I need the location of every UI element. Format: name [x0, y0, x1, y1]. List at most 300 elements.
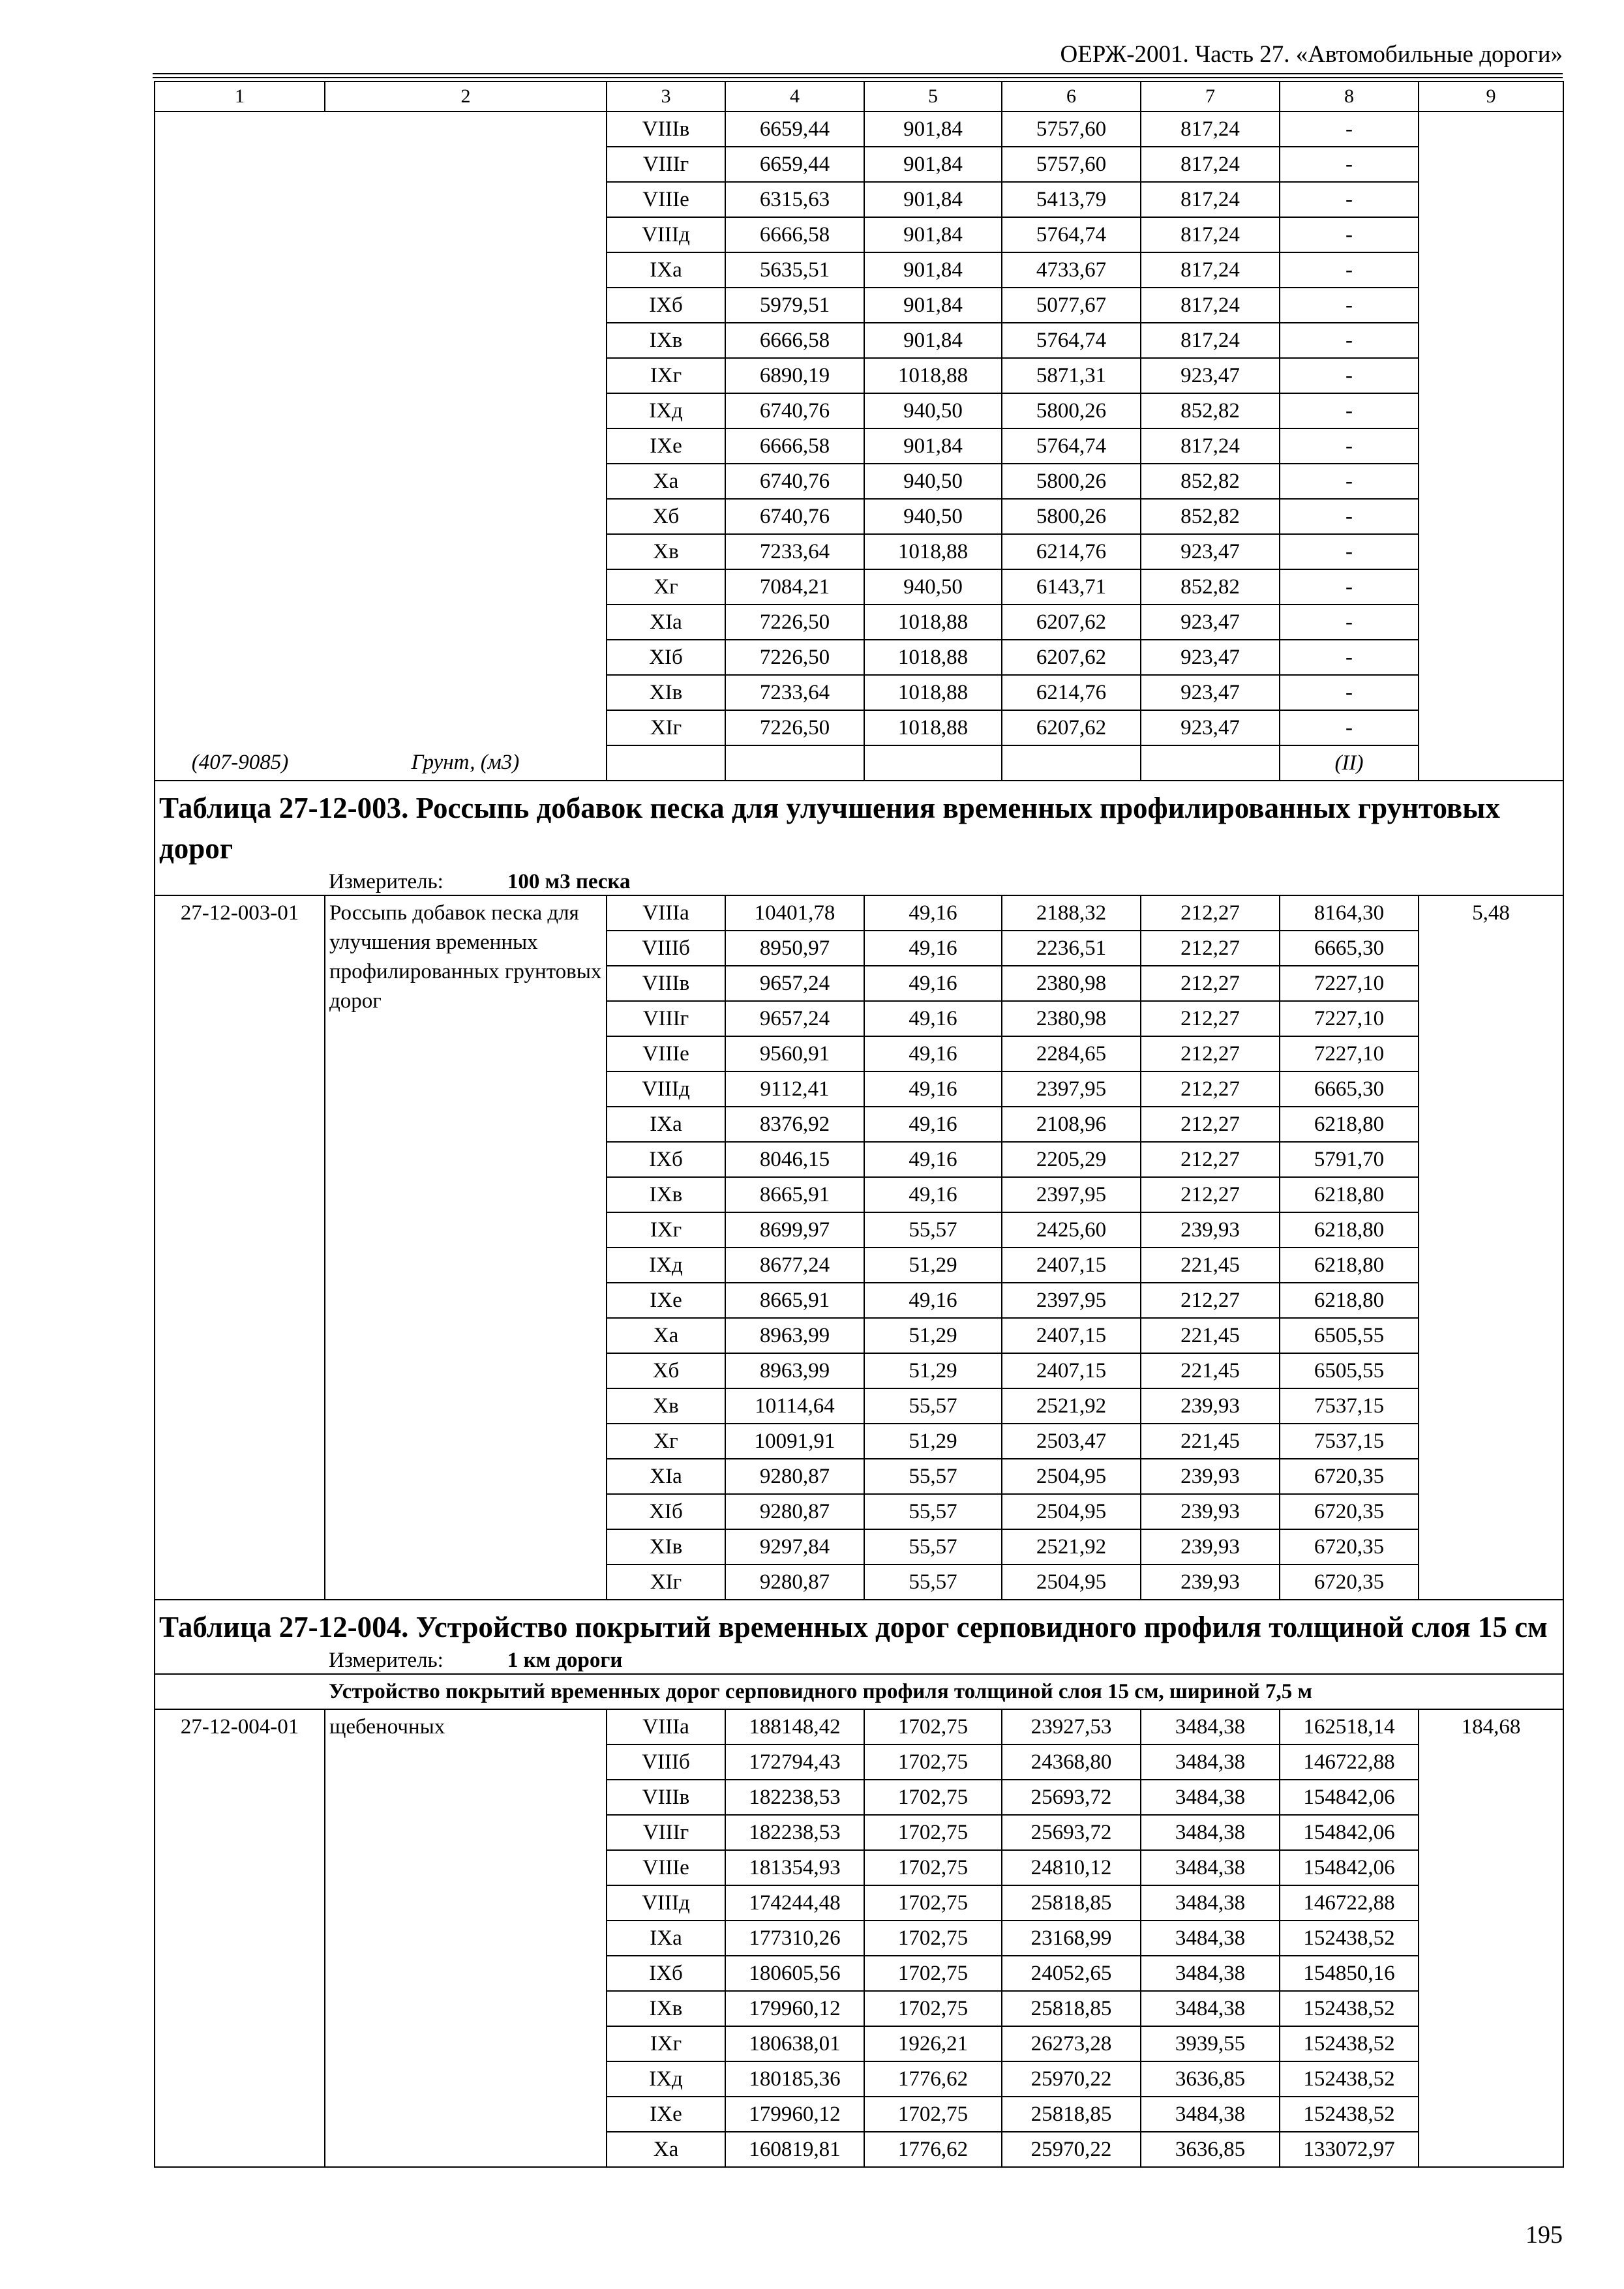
value-cell: 852,82 — [1141, 499, 1280, 534]
value-cell: 923,47 — [1141, 605, 1280, 640]
value-cell: 901,84 — [864, 323, 1002, 358]
value-cell: VIIIа — [607, 895, 725, 931]
value-cell: 901,84 — [864, 112, 1002, 147]
value-cell: XIв — [607, 675, 725, 710]
value-cell: 6218,80 — [1280, 1107, 1419, 1142]
table-row — [155, 112, 1563, 147]
value-cell: 221,45 — [1141, 1353, 1280, 1388]
value-cell: IXа — [607, 252, 725, 288]
value-cell: XIв — [607, 1529, 725, 1564]
value-cell: XIб — [607, 1494, 725, 1529]
value-cell: IXе — [607, 428, 725, 464]
value-cell: 23927,53 — [1002, 1709, 1141, 1744]
footnote-cell: (II) — [1280, 745, 1419, 781]
value-cell — [864, 745, 1002, 781]
value-cell: 152438,52 — [1280, 2026, 1419, 2061]
column-number: 7 — [1141, 82, 1280, 112]
measure-cell — [155, 1647, 1563, 1674]
description-cell: Грунт, (м3) — [325, 745, 607, 781]
value-cell: 6665,30 — [1280, 1071, 1419, 1107]
value-cell: 212,27 — [1141, 931, 1280, 966]
value-cell: 852,82 — [1141, 569, 1280, 605]
value-cell: 3484,38 — [1141, 1991, 1280, 2026]
col9-cell — [1419, 112, 1563, 781]
value-cell: IXд — [607, 2061, 725, 2097]
value-cell: 1702,75 — [864, 1885, 1002, 1921]
value-cell: 49,16 — [864, 1177, 1002, 1212]
value-cell: 51,29 — [864, 1318, 1002, 1353]
col9-cell: 5,48 — [1419, 895, 1563, 1600]
value-cell: - — [1280, 252, 1419, 288]
value-cell: 179960,12 — [725, 2097, 864, 2132]
value-cell: 8665,91 — [725, 1177, 864, 1212]
value-cell: IXб — [607, 1956, 725, 1991]
value-cell: 940,50 — [864, 569, 1002, 605]
col9-cell: 184,68 — [1419, 1709, 1563, 2167]
value-cell: 1702,75 — [864, 1991, 1002, 2026]
value-cell: 3636,85 — [1141, 2132, 1280, 2167]
value-cell: IXв — [607, 323, 725, 358]
value-cell: 212,27 — [1141, 1071, 1280, 1107]
description-cell: щебеночных — [325, 1709, 607, 2167]
value-cell — [725, 745, 864, 781]
value-cell: 154842,06 — [1280, 1850, 1419, 1885]
value-cell: 9560,91 — [725, 1036, 864, 1071]
value-cell: 817,24 — [1141, 428, 1280, 464]
value-cell: 1702,75 — [864, 1956, 1002, 1991]
value-cell: 212,27 — [1141, 1036, 1280, 1071]
value-cell: 154850,16 — [1280, 1956, 1419, 1991]
value-cell: - — [1280, 393, 1419, 428]
value-cell: 8950,97 — [725, 931, 864, 966]
value-cell: 817,24 — [1141, 112, 1280, 147]
value-cell: 6218,80 — [1280, 1283, 1419, 1318]
value-cell: 180638,01 — [725, 2026, 864, 2061]
value-cell: 8699,97 — [725, 1212, 864, 1248]
column-number: 9 — [1419, 82, 1563, 112]
value-cell: IXа — [607, 1921, 725, 1956]
value-cell: 1702,75 — [864, 1709, 1002, 1744]
value-cell: VIIIа — [607, 1709, 725, 1744]
table-title-row — [155, 781, 1563, 869]
value-cell: 188148,42 — [725, 1709, 864, 1744]
value-cell: 182238,53 — [725, 1815, 864, 1850]
value-cell: 9657,24 — [725, 1001, 864, 1036]
value-cell: VIIIб — [607, 1744, 725, 1780]
value-cell: 212,27 — [1141, 1107, 1280, 1142]
value-cell: 817,24 — [1141, 252, 1280, 288]
value-cell: 6659,44 — [725, 147, 864, 182]
value-cell: 10091,91 — [725, 1424, 864, 1459]
value-cell: 239,93 — [1141, 1388, 1280, 1424]
value-cell: 55,57 — [864, 1388, 1002, 1424]
value-cell: 901,84 — [864, 428, 1002, 464]
value-cell: 9297,84 — [725, 1529, 864, 1564]
value-cell: IXг — [607, 2026, 725, 2061]
table-row — [155, 1709, 1563, 1744]
page-number: 195 — [1526, 2221, 1563, 2249]
value-cell: - — [1280, 534, 1419, 569]
value-cell: 2284,65 — [1002, 1036, 1141, 1071]
value-cell: 2397,95 — [1002, 1177, 1141, 1212]
value-cell: IXд — [607, 1248, 725, 1283]
value-cell: - — [1280, 675, 1419, 710]
value-cell: Xг — [607, 569, 725, 605]
value-cell: 6659,44 — [725, 112, 864, 147]
value-cell: Xб — [607, 499, 725, 534]
value-cell: IXг — [607, 1212, 725, 1248]
value-cell: Xа — [607, 2132, 725, 2167]
value-cell: VIIIд — [607, 1071, 725, 1107]
value-cell: 6890,19 — [725, 358, 864, 393]
value-cell: 6207,62 — [1002, 640, 1141, 675]
value-cell: Xб — [607, 1353, 725, 1388]
value-cell: VIIIд — [607, 217, 725, 252]
value-cell: 9280,87 — [725, 1564, 864, 1600]
value-cell: 7084,21 — [725, 569, 864, 605]
value-cell: 49,16 — [864, 1071, 1002, 1107]
value-cell: 239,93 — [1141, 1564, 1280, 1600]
value-cell: 1018,88 — [864, 710, 1002, 745]
value-cell: 3484,38 — [1141, 1744, 1280, 1780]
value-cell: 940,50 — [864, 499, 1002, 534]
value-cell: 2205,29 — [1002, 1142, 1141, 1177]
value-cell: IXе — [607, 2097, 725, 2132]
value-cell: 162518,14 — [1280, 1709, 1419, 1744]
value-cell: 9657,24 — [725, 966, 864, 1001]
value-cell: 8665,91 — [725, 1283, 864, 1318]
value-cell: 6720,35 — [1280, 1529, 1419, 1564]
value-cell: 6218,80 — [1280, 1248, 1419, 1283]
value-cell: 817,24 — [1141, 182, 1280, 217]
rates-table — [154, 81, 1564, 2168]
value-cell: - — [1280, 288, 1419, 323]
value-cell: 5764,74 — [1002, 217, 1141, 252]
value-cell: 901,84 — [864, 217, 1002, 252]
value-cell: 7226,50 — [725, 710, 864, 745]
value-cell: 221,45 — [1141, 1248, 1280, 1283]
value-cell: 8677,24 — [725, 1248, 864, 1283]
value-cell: 25693,72 — [1002, 1815, 1141, 1850]
value-cell: 3484,38 — [1141, 2097, 1280, 2132]
value-cell: 24810,12 — [1002, 1850, 1141, 1885]
value-cell: 133072,97 — [1280, 2132, 1419, 2167]
value-cell: 6505,55 — [1280, 1318, 1419, 1353]
value-cell: 7227,10 — [1280, 1001, 1419, 1036]
header-rule — [153, 73, 1563, 74]
value-cell: 8046,15 — [725, 1142, 864, 1177]
value-cell: 172794,43 — [725, 1744, 864, 1780]
value-cell: 2397,95 — [1002, 1283, 1141, 1318]
value-cell: 2504,95 — [1002, 1459, 1141, 1494]
value-cell: 5800,26 — [1002, 499, 1141, 534]
value-cell: - — [1280, 464, 1419, 499]
value-cell: 2407,15 — [1002, 1353, 1141, 1388]
value-cell: 55,57 — [864, 1564, 1002, 1600]
value-cell: 2407,15 — [1002, 1318, 1141, 1353]
value-cell: 55,57 — [864, 1529, 1002, 1564]
value-cell: 180185,36 — [725, 2061, 864, 2097]
value-cell: 5635,51 — [725, 252, 864, 288]
value-cell: 212,27 — [1141, 1142, 1280, 1177]
value-cell — [1002, 745, 1141, 781]
value-cell: - — [1280, 182, 1419, 217]
value-cell: XIг — [607, 710, 725, 745]
column-number-row — [155, 82, 1563, 112]
value-cell: 4733,67 — [1002, 252, 1141, 288]
value-cell: VIIIг — [607, 1815, 725, 1850]
value-cell: 49,16 — [864, 1283, 1002, 1318]
value-cell: 6143,71 — [1002, 569, 1141, 605]
table-row — [155, 895, 1563, 931]
code-cell: 27-12-004-01 — [155, 1709, 325, 2167]
value-cell: 239,93 — [1141, 1212, 1280, 1248]
description-cell: Россыпь добавок песка для улучшения временных профилированных грунтовых дорог — [325, 895, 607, 1600]
value-cell: 8164,30 — [1280, 895, 1419, 931]
value-cell: 7226,50 — [725, 640, 864, 675]
value-cell: 49,16 — [864, 931, 1002, 966]
value-cell: 146722,88 — [1280, 1744, 1419, 1780]
value-cell: 817,24 — [1141, 147, 1280, 182]
value-cell: 1018,88 — [864, 534, 1002, 569]
value-cell: Xг — [607, 1424, 725, 1459]
value-cell: 5757,60 — [1002, 147, 1141, 182]
value-cell: VIIIд — [607, 1885, 725, 1921]
value-cell: 2407,15 — [1002, 1248, 1141, 1283]
value-cell: 1776,62 — [864, 2061, 1002, 2097]
value-cell: Xа — [607, 464, 725, 499]
value-cell: 152438,52 — [1280, 1991, 1419, 2026]
value-cell: 239,93 — [1141, 1494, 1280, 1529]
code-cell: (407-9085) — [155, 745, 325, 781]
value-cell: 6666,58 — [725, 323, 864, 358]
value-cell: 6740,76 — [725, 393, 864, 428]
value-cell: 3484,38 — [1141, 1956, 1280, 1991]
value-cell: IXв — [607, 1177, 725, 1212]
value-cell: 2380,98 — [1002, 1001, 1141, 1036]
value-cell: Xв — [607, 534, 725, 569]
value-cell: 55,57 — [864, 1459, 1002, 1494]
value-cell: 5764,74 — [1002, 323, 1141, 358]
value-cell: 25970,22 — [1002, 2132, 1141, 2167]
measure-row — [155, 1647, 1563, 1674]
value-cell: 2425,60 — [1002, 1212, 1141, 1248]
column-number: 3 — [607, 82, 725, 112]
table-title: Таблица 27-12-004. Устройство покрытий временных дорог серповидного профиля толщиной слоя 15 см — [155, 1600, 1563, 1647]
value-cell: 817,24 — [1141, 323, 1280, 358]
value-cell: 6720,35 — [1280, 1564, 1419, 1600]
value-cell: 901,84 — [864, 182, 1002, 217]
column-number: 5 — [864, 82, 1002, 112]
value-cell: 7233,64 — [725, 675, 864, 710]
value-cell: 212,27 — [1141, 895, 1280, 931]
page-header — [153, 38, 1563, 77]
value-cell: 25818,85 — [1002, 1991, 1141, 2026]
value-cell: 7227,10 — [1280, 966, 1419, 1001]
header-rule — [153, 77, 1563, 78]
value-cell: 1702,75 — [864, 1850, 1002, 1885]
value-cell: IXа — [607, 1107, 725, 1142]
value-cell: XIа — [607, 605, 725, 640]
code-cell — [155, 112, 325, 745]
value-cell: - — [1280, 428, 1419, 464]
value-cell: IXв — [607, 1991, 725, 2026]
value-cell: 1776,62 — [864, 2132, 1002, 2167]
value-cell: 49,16 — [864, 1107, 1002, 1142]
value-cell: 5791,70 — [1280, 1142, 1419, 1177]
value-cell: 51,29 — [864, 1353, 1002, 1388]
measure-label: Измеритель: — [329, 1649, 444, 1672]
value-cell: 5800,26 — [1002, 393, 1141, 428]
column-number: 1 — [155, 82, 325, 112]
value-cell: 3939,55 — [1141, 2026, 1280, 2061]
value-cell: 5077,67 — [1002, 288, 1141, 323]
value-cell: Xв — [607, 1388, 725, 1424]
value-cell: 23168,99 — [1002, 1921, 1141, 1956]
value-cell: 55,57 — [864, 1494, 1002, 1529]
value-cell: 1018,88 — [864, 675, 1002, 710]
value-cell: Xа — [607, 1318, 725, 1353]
value-cell: 6214,76 — [1002, 675, 1141, 710]
value-cell: VIIIг — [607, 147, 725, 182]
value-cell: IXб — [607, 1142, 725, 1177]
value-cell: 6218,80 — [1280, 1212, 1419, 1248]
value-cell: 154842,06 — [1280, 1780, 1419, 1815]
value-cell: - — [1280, 710, 1419, 745]
code-cell: 27-12-003-01 — [155, 895, 325, 1600]
value-cell: 6214,76 — [1002, 534, 1141, 569]
value-cell: 25818,85 — [1002, 2097, 1141, 2132]
value-cell: 1702,75 — [864, 2097, 1002, 2132]
value-cell: 2521,92 — [1002, 1529, 1141, 1564]
value-cell: 25818,85 — [1002, 1885, 1141, 1921]
value-cell: 923,47 — [1141, 534, 1280, 569]
value-cell: 3484,38 — [1141, 1921, 1280, 1956]
value-cell: 10401,78 — [725, 895, 864, 931]
value-cell: 1018,88 — [864, 605, 1002, 640]
value-cell: 6720,35 — [1280, 1494, 1419, 1529]
value-cell: 5764,74 — [1002, 428, 1141, 464]
value-cell: 24052,65 — [1002, 1956, 1141, 1991]
value-cell: 177310,26 — [725, 1921, 864, 1956]
table-title-row — [155, 1600, 1563, 1647]
value-cell: 5871,31 — [1002, 358, 1141, 393]
value-cell: 146722,88 — [1280, 1885, 1419, 1921]
value-cell: VIIIе — [607, 1036, 725, 1071]
value-cell: 9280,87 — [725, 1459, 864, 1494]
value-cell: 9280,87 — [725, 1494, 864, 1529]
value-cell: 221,45 — [1141, 1424, 1280, 1459]
value-cell: 182238,53 — [725, 1780, 864, 1815]
value-cell: VIIIв — [607, 966, 725, 1001]
value-cell: 2503,47 — [1002, 1424, 1141, 1459]
value-cell: IXд — [607, 393, 725, 428]
value-cell: - — [1280, 499, 1419, 534]
measure-cell — [155, 869, 1563, 895]
value-cell: 2108,96 — [1002, 1107, 1141, 1142]
value-cell: 180605,56 — [725, 1956, 864, 1991]
value-cell: 5413,79 — [1002, 182, 1141, 217]
value-cell: 901,84 — [864, 147, 1002, 182]
subheader-row — [155, 1674, 1563, 1709]
column-number: 4 — [725, 82, 864, 112]
value-cell: 7537,15 — [1280, 1388, 1419, 1424]
value-cell: - — [1280, 605, 1419, 640]
value-cell: 1018,88 — [864, 640, 1002, 675]
value-cell: - — [1280, 569, 1419, 605]
measure-label: Измеритель: — [329, 870, 444, 893]
value-cell: - — [1280, 358, 1419, 393]
value-cell: 852,82 — [1141, 393, 1280, 428]
value-cell: 7233,64 — [725, 534, 864, 569]
value-cell: - — [1280, 640, 1419, 675]
value-cell: 6315,63 — [725, 182, 864, 217]
value-cell: 152438,52 — [1280, 2061, 1419, 2097]
value-cell: 2521,92 — [1002, 1388, 1141, 1424]
value-cell: 817,24 — [1141, 217, 1280, 252]
value-cell: 3484,38 — [1141, 1885, 1280, 1921]
measure-row — [155, 869, 1563, 895]
value-cell: 174244,48 — [725, 1885, 864, 1921]
column-number: 2 — [325, 82, 607, 112]
value-cell: 2188,32 — [1002, 895, 1141, 931]
value-cell: 3484,38 — [1141, 1709, 1280, 1744]
value-cell: 9112,41 — [725, 1071, 864, 1107]
value-cell: 6666,58 — [725, 217, 864, 252]
value-cell: 1702,75 — [864, 1780, 1002, 1815]
value-cell: 2504,95 — [1002, 1564, 1141, 1600]
value-cell: 239,93 — [1141, 1529, 1280, 1564]
measure-value: 100 м3 песка — [507, 870, 631, 893]
value-cell: 923,47 — [1141, 675, 1280, 710]
value-cell: 49,16 — [864, 966, 1002, 1001]
value-cell: IXг — [607, 358, 725, 393]
value-cell: 8963,99 — [725, 1353, 864, 1388]
document-title: ОЕРЖ-2001. Часть 27. «Автомобильные дороги» — [1060, 41, 1563, 68]
value-cell: 1702,75 — [864, 1815, 1002, 1850]
value-cell: 923,47 — [1141, 710, 1280, 745]
description-cell — [325, 112, 607, 745]
value-cell: 852,82 — [1141, 464, 1280, 499]
value-cell: IXб — [607, 288, 725, 323]
value-cell: 24368,80 — [1002, 1744, 1141, 1780]
table-row — [155, 745, 1563, 781]
value-cell — [1141, 745, 1280, 781]
value-cell: 160819,81 — [725, 2132, 864, 2167]
value-cell: 3484,38 — [1141, 1850, 1280, 1885]
value-cell: 212,27 — [1141, 1177, 1280, 1212]
value-cell: 212,27 — [1141, 966, 1280, 1001]
value-cell: 152438,52 — [1280, 2097, 1419, 2132]
value-cell: 7227,10 — [1280, 1036, 1419, 1071]
value-cell: 8376,92 — [725, 1107, 864, 1142]
value-cell: IXе — [607, 1283, 725, 1318]
measure-value: 1 км дороги — [507, 1649, 623, 1672]
column-number: 8 — [1280, 82, 1419, 112]
table-title: Таблица 27-12-003. Россыпь добавок песка для улучшения временных профилированных грунтовых дорог — [155, 781, 1563, 869]
value-cell: 152438,52 — [1280, 1921, 1419, 1956]
value-cell: XIг — [607, 1564, 725, 1600]
value-cell: 3484,38 — [1141, 1780, 1280, 1815]
value-cell: 181354,93 — [725, 1850, 864, 1885]
value-cell: 6740,76 — [725, 464, 864, 499]
value-cell: 6666,58 — [725, 428, 864, 464]
value-cell: - — [1280, 147, 1419, 182]
value-cell: 239,93 — [1141, 1459, 1280, 1494]
value-cell: 25693,72 — [1002, 1780, 1141, 1815]
value-cell: 2504,95 — [1002, 1494, 1141, 1529]
value-cell: 49,16 — [864, 895, 1002, 931]
